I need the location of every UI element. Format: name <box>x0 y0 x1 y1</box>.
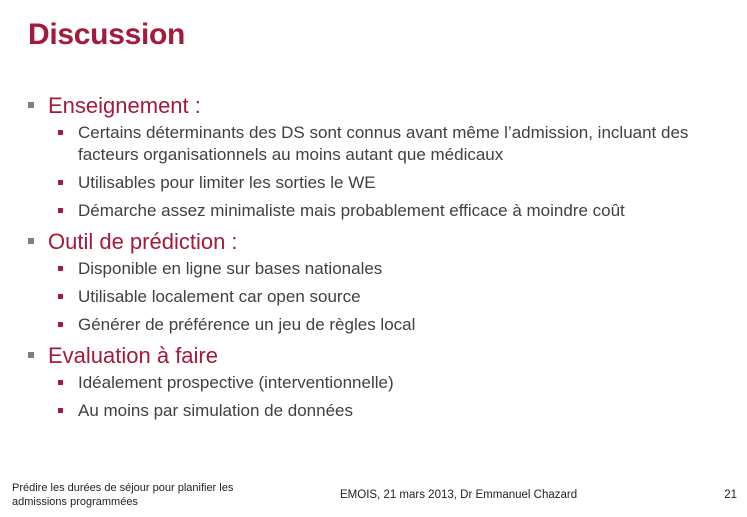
list-item-text: Générer de préférence un jeu de règles local <box>78 315 416 334</box>
footer-event-author: EMOIS, 21 mars 2013, Dr Emmanuel Chazard <box>340 489 578 501</box>
bullet-list <box>58 122 728 222</box>
list-item <box>58 286 728 308</box>
square-bullet-icon <box>58 294 63 299</box>
list-item <box>58 200 728 222</box>
list-item-text: Certains déterminants des DS sont connus avant même l’admission, incluant des facteurs organisationnels au moins autant que médicaux <box>78 123 689 164</box>
list-item <box>58 258 728 280</box>
square-bullet-icon <box>58 266 63 271</box>
list-item-text: Idéalement prospective (interventionnelle) <box>78 373 394 392</box>
bullet-list <box>58 372 728 422</box>
square-bullet-icon <box>28 238 34 244</box>
section-evaluation <box>28 342 728 422</box>
list-item <box>58 372 728 394</box>
list-item-text: Utilisables pour limiter les sorties le WE <box>78 173 376 192</box>
square-bullet-icon <box>58 208 63 213</box>
square-bullet-icon <box>28 352 34 358</box>
list-item <box>58 122 728 166</box>
section-heading: Enseignement : <box>48 93 201 118</box>
list-item-text: Au moins par simulation de données <box>78 401 353 420</box>
list-item <box>58 314 728 336</box>
list-item-text: Démarche assez minimaliste mais probablement efficace à moindre coût <box>78 201 625 220</box>
square-bullet-icon <box>28 102 34 108</box>
section-enseignement <box>28 92 728 222</box>
section-heading: Outil de prédiction : <box>48 229 238 254</box>
list-item <box>58 172 728 194</box>
square-bullet-icon <box>58 380 63 385</box>
footer-presentation-title: Prédire les durées de séjour pour planifier les admissions programmées <box>12 482 234 508</box>
slide-content <box>28 92 728 428</box>
square-bullet-icon <box>58 322 63 327</box>
square-bullet-icon <box>58 180 63 185</box>
slide-title: Discussion <box>28 18 186 51</box>
section-heading: Evaluation à faire <box>48 343 218 368</box>
footer-page-number: 21 <box>724 489 737 501</box>
bullet-list <box>58 258 728 336</box>
square-bullet-icon <box>58 408 63 413</box>
square-bullet-icon <box>58 130 63 135</box>
list-item <box>58 400 728 422</box>
list-item-text: Utilisable localement car open source <box>78 287 361 306</box>
section-outil-prediction <box>28 228 728 336</box>
list-item-text: Disponible en ligne sur bases nationales <box>78 259 383 278</box>
